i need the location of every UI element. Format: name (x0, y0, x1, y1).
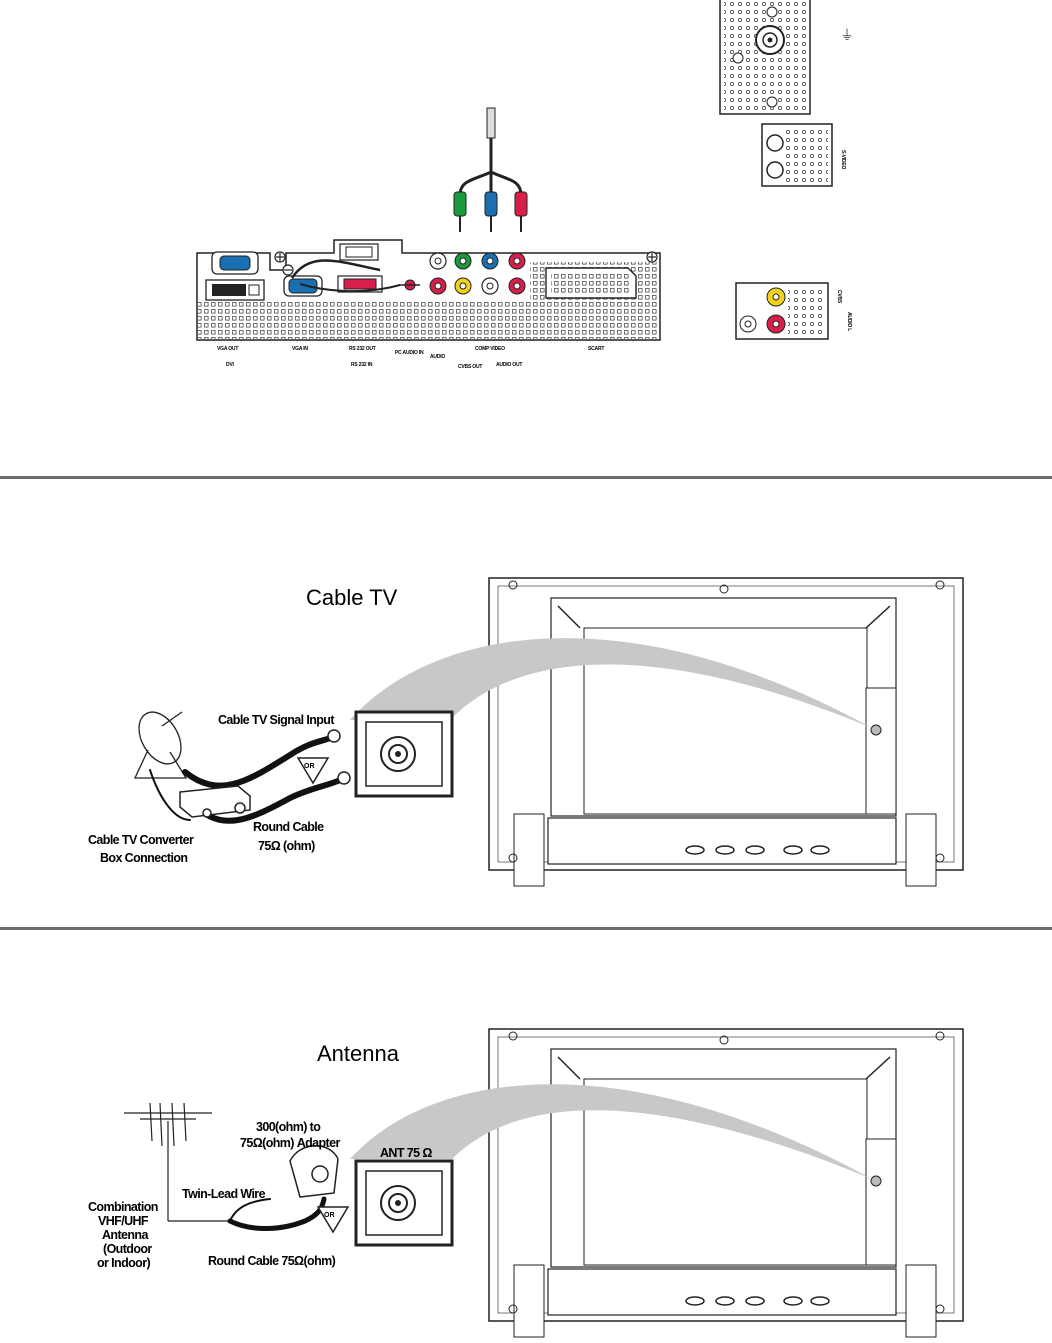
tv-rear-view (489, 578, 963, 886)
antenna-jack-closeup (356, 712, 452, 796)
label-audio: AUDIO (430, 354, 446, 360)
antenna-label-line-2: VHF/UHF (98, 1214, 148, 1228)
label-comp-video: COMP VIDEO (475, 346, 505, 352)
adapter-label-2: 75Ω(ohm) Adapter (240, 1136, 340, 1150)
satellite-dish-icon (130, 705, 189, 778)
converter-label-1: Cable TV Converter (88, 833, 194, 847)
label-rs232-out: RS 232 OUT (349, 346, 376, 352)
antenna-label-line-1: Combination (88, 1200, 158, 1214)
antenna-diagram (0, 931, 1052, 1338)
dvi-port (206, 280, 264, 300)
antenna-label-line-5: or Indoor) (97, 1256, 151, 1270)
twin-lead-label: Twin-Lead Wire (182, 1187, 265, 1201)
vga-in-port (284, 276, 322, 296)
label-cvbs: CVBS (836, 290, 842, 304)
or-sign-label-2: OR (324, 1212, 335, 1219)
label-vga-out: VGA OUT (217, 346, 239, 352)
rear-io-panel (197, 108, 660, 370)
label-vga-in: VGA IN (292, 346, 308, 352)
connector-panel-section (0, 0, 1052, 470)
cable-signal-input-label: Cable TV Signal Input (218, 713, 334, 727)
round-cable-label-1: Round Cable (253, 820, 324, 834)
label-s-video: S-VIDEO (840, 150, 846, 170)
antenna-symbol-icon: ⏚ (840, 27, 854, 43)
or-sign-2 (318, 1207, 348, 1232)
label-audio-out: AUDIO OUT (496, 362, 523, 368)
tv-rear-view-2 (489, 1029, 963, 1337)
antenna-section (0, 931, 1052, 1338)
or-sign (298, 758, 328, 783)
vga-out-port (212, 252, 258, 274)
antenna-cables (230, 1199, 324, 1229)
ant-75-label: ANT 75 Ω (380, 1146, 432, 1160)
label-dvi: DVI (226, 362, 234, 368)
round-cable-75-label: Round Cable 75Ω(ohm) (208, 1254, 336, 1268)
component-cable (454, 108, 527, 232)
label-scart: SCART (588, 346, 605, 352)
label-pc-audio-in: PC AUDIO IN (395, 350, 424, 356)
side-panel-antenna (720, 0, 854, 114)
round-cable-label-2: 75Ω (ohm) (258, 839, 315, 853)
cable-tv-section (0, 480, 1052, 927)
divider-2 (0, 927, 1052, 930)
cable-tv-diagram (0, 480, 1052, 927)
side-panel-svideo (762, 124, 846, 186)
converter-label-2: Box Connection (100, 851, 188, 865)
antenna-title: Antenna (317, 1041, 399, 1066)
cable-tv-title: Cable TV (306, 585, 398, 610)
label-rs232-in: RS 232 IN (351, 362, 373, 368)
antenna-label-line-3: Antenna (102, 1228, 148, 1242)
adapter-label-1: 300(ohm) to (256, 1120, 321, 1134)
connector-panel-diagram (0, 0, 1052, 470)
label-cvbs-out: CVBS OUT (458, 364, 483, 370)
converter-box-icon (180, 786, 250, 817)
cable-connectors (328, 730, 350, 784)
adapter-icon (290, 1146, 338, 1197)
scart-port (546, 268, 636, 298)
label-audio-l: AUDIO L (846, 312, 852, 332)
side-panel-av (736, 283, 852, 339)
or-sign-label: OR (304, 763, 315, 770)
divider-1 (0, 476, 1052, 479)
antenna-label-line-4: (Outdoor (103, 1242, 152, 1256)
antenna-jack-closeup-2 (356, 1161, 452, 1245)
